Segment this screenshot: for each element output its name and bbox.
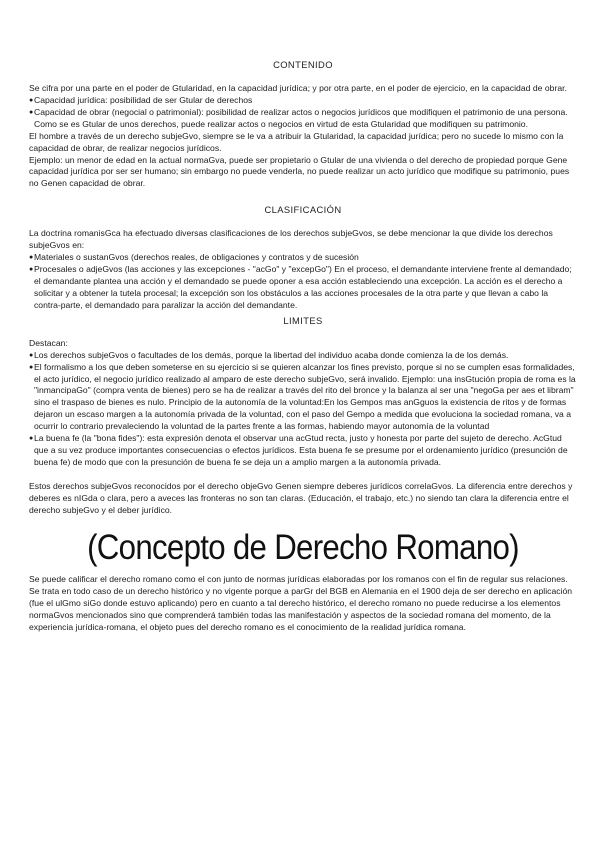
- bullet-icon: ●: [29, 266, 34, 274]
- document-page: [29, 52, 577, 634]
- limites-intro: Destacan:: [29, 337, 68, 348]
- list-item: ● Los derechos subjeGvos o facultades de los demás, porque la libertad del individuo acaba donde comienza la de los demás.: [29, 349, 509, 360]
- limites-closing: Estos derechos subjeGvos reconocidos por el derecho objeGvo Genen siempre deberes jurídicos correlaGvos. La diferencia entre derechos y deberes es nIGda o clara, pero a aveces las fronteras no son tan claras. (Educación, el trabajo, etc.) no siendo tan clara la diferencia entre el derecho subjeGvo y el deber jurídico.: [29, 480, 573, 515]
- list-item: ● Capacidad de obrar (negocial o patrimonial): posibilidad de realizar actos o negocios jurídicos que modifiquen el patrimonio de una persona. Como se es Gtular de unos derechos, puede realizar actos o negocios en virtud de esta Gtularidad que modifiquen su patrimonio.: [29, 106, 568, 129]
- list-item: ● Procesales o adjeGvos (las acciones y las excepciones - "acGo" y "excepGo") En el proceso, el demandante interviene frente al demandado; el demandante plantea una acción y el demandado se puede oponer a esa acción estableciendo una excepción. La acción es el derecho a solicitar y a obtener la tutela procesal; la excepción son los obstáculos a las acciones procesales de la otra parte y que llevan a cabo la contra-parte, el demandado para paralizar la acción del demandante.: [29, 264, 572, 310]
- bullet-icon: ●: [29, 108, 34, 116]
- bullet-icon: ●: [29, 363, 34, 371]
- clasificacion-intro: La doctrina romanisGca ha efectuado diversas clasificaciones de los derechos subjeGvos, se debe mencionar la que divide los derechos subjeGvos en:: [29, 228, 553, 251]
- heading-clasificacion: CLASIFICACIÓN: [264, 204, 342, 216]
- bullet-icon: ●: [29, 351, 34, 359]
- contenido-paragraph-2: Ejemplo: un menor de edad en la actual normaGva, puede ser propietario o Gtular de una vivienda o del derecho de propiedad porque Gene capacidad jurídica por ser ser humano; sin embargo no puede venderla, no puede realizar un acto jurídico que modifique su patrimonio, pues no Genen capacidad de obrar.: [29, 154, 570, 189]
- contenido-intro: Se cifra por una parte en el poder de Gtularidad, en la capacidad jurídica; y por otra parte, en el poder de ejercicio, en la capacidad de obrar.: [29, 83, 567, 93]
- list-item: ● Materiales o sustanGvos (derechos reales, de obligaciones y contratos y de sucesión: [29, 252, 359, 263]
- list-item: ● La buena fe (la "bona fides"): esta expresión denota el observar una acGtud recta, justo y honesta por parte del sujeto de derecho. AcGtud que a su vez produce importantes consecuencias o efectos jurídicos. Esta buena fe se presume por el ordenamiento jurídico (presunción de buena fe) de modo que con la presunción de buena fe se deja un a amplio margen a la autonomía privada.: [29, 433, 568, 467]
- list-item: ● Capacidad jurídica: posibilidad de ser Gtular de derechos: [29, 94, 253, 105]
- list-item: ● El formalismo a los que deben someterse en su ejercicio si se quieren alcanzar los fines previsto, porque si no se cumplen esas formalidades, el acto jurídico, el negocio jurídico realizado al amparo de este derecho subjeGvo, será invalido. Ejemplo: una insGtución propia de roma es la "inmancipaGo" (compra venta de bienes) pero se ha de realizar a través del rito del bronce y la balanza al ser una "negoGa per aes et libram" sino el traspaso de bienes es nulo. Principio de la autonomía de la voluntad:En los Gempos mas anGguos la existencia de ritos y de formas dejaron un escaso margen a la autonomía privada de la voluntad, con el paso del Gempo a medida que evoluciona la sociedad romana, va a ocurrir lo contrario prevaleciendo la voluntad de la partes frente a las formas, habiendo mayor autonomía de la voluntad: [29, 361, 576, 432]
- section-title-concepto: (Concepto de Derecho Romano): [87, 527, 519, 568]
- heading-contenido: CONTENIDO: [273, 59, 333, 70]
- bullet-icon: ●: [29, 96, 34, 104]
- bullet-icon: ●: [29, 435, 34, 443]
- concepto-body: Se puede calificar el derecho romano como el con junto de normas jurídicas elaboradas por los romanos con el fin de regular sus relaciones. Se trata en todo caso de un derecho histórico y no vigente porque a parGr del BGB en Alemania en el 1900 deja de ser derecho en aplicación (fue el ulGmo siGo donde estuvo aplicando) pero en cuanto a tal derecho histórico, el derecho romano no puede reducirse a los elementos normaGvos mencionados sino que comprenderá también todas las manifestación y aspectos de la sociedad romana del momento, de la experiencia jurídica-romana, el objeto pues del derecho romano es el conocimiento de la realidad jurídica romana.: [29, 574, 573, 633]
- bullet-icon: ●: [29, 254, 34, 262]
- heading-limites: LIMITES: [283, 314, 323, 326]
- contenido-paragraph-1: El hombre a través de un derecho subjeGvo, siempre se le va a atribuir la Gtularidad, la capacidad jurídica; pero no sucede lo mismo con la capacidad de obrar, de realizar negocios jurídicos.: [29, 130, 564, 153]
